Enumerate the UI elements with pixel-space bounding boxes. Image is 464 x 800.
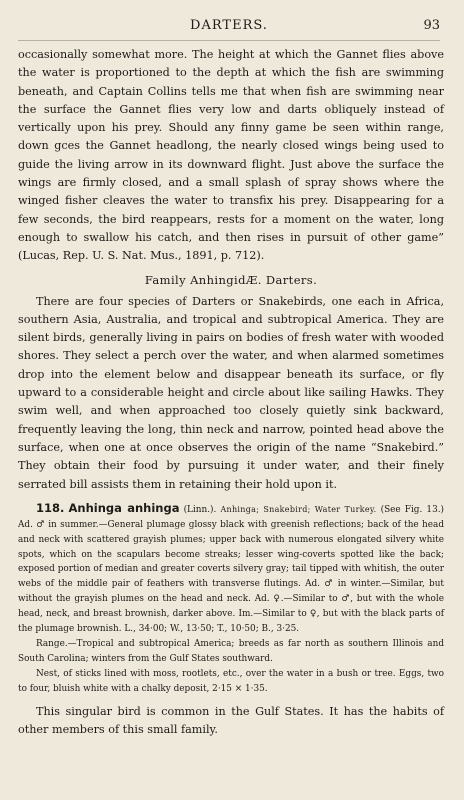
species-number: 118. — [36, 500, 65, 515]
paragraph-gannet: occasionally somewhat more. The height at which the Gannet flies above the water is proportioned to the depth at which the fish are swimming beneath, and Captain Collins tells me that when fish are swimming near the surface the Gannet flies very low and darts obliquely instead of vertically upon his prey. Should any finny game be seen within range, down gces the Gannet headlong, the nearly closed wings being used to guide the living arrow in its downward flight. Just above the surface the wings are firmly closed, and a small splash of spray shows where the winged fisher cleaves the water to transfix his prey. Disappearing for a few seconds, the bird reappears, rests for a moment on the water, long enough to swallow his catch, and then rises in pursuit of other game” (Lucas, Rep. U. S. Nat. Mus., 1891, p. 712). — [18, 48, 444, 263]
species-description: (See Fig. 13.) Ad. ♂ in summer.—General plumage glossy black with greenish reflections; back of the head and neck with scattered grayish plumes; upper back with numerous elongated silvery white spots, which on the scapulars become streaks; lesser wing-coverts spotted like the back; exposed portion of median and greater coverts silvery gray; tail tipped with whitish, the outer webs of the middle pair of feathers with transverse flutings. Ad. ♂ in winter.—Similar, but without the grayish plumes on the head and neck. Ad. ♀.—Similar to ♂, but with the whole head, neck, and breast brownish, darker above. Im.—Similar to ♀, but with the black parts of the plumage brownish. L., 34·00; W., 13·50; T., 10·50; B., 3·25. — [18, 504, 444, 635]
species-nest: Nest, of sticks lined with moss, rootlets, etc., over the water in a bush or tree. Eggs, two to four, bluish white with a chalky deposit, 2·15 × 1·35. — [18, 668, 444, 694]
species-range: Range.—Tropical and subtropical America; breeds as far north as southern Illinois and South Carolina; winters from the Gulf States southward. — [18, 638, 444, 664]
species-entry — [18, 501, 444, 637]
section-heading: Family AnhingidÆ. Darters. — [144, 272, 318, 287]
species-common-names: Anhinga; Snakebird; Water Turkey. — [220, 504, 377, 514]
page-header — [18, 0, 440, 41]
species-name: Anhinga anhinga — [68, 500, 180, 515]
species-authority: (Linn.). — [183, 504, 217, 515]
paragraph-final: This singular bird is common in the Gulf States. It has the habits of other members of this small family. — [18, 704, 444, 736]
running-head: DARTERS. — [190, 18, 268, 33]
paragraph-darters: There are four species of Darters or Snakebirds, one each in Africa, southern Asia, Australia, and tropical and subtropical America. They are silent birds, generally living in pairs on bodies of fresh water with wooded shores. They select a perch over the water, and when alarmed sometimes drop into the element below and disappear beneath its surface, or fly upward to a considerable height and circle about like sailing Hawks. They swim well, and when approached too closely quietly sink backward, frequently leaving the long, thin neck and narrow, pointed head above the surface, when one at once observes the origin of the name “Snakebird.” They obtain their food by pursuing it under water, and their finely serrated bill assists them in retaining their hold upon it. — [18, 294, 444, 491]
page-number: 93 — [423, 18, 440, 33]
